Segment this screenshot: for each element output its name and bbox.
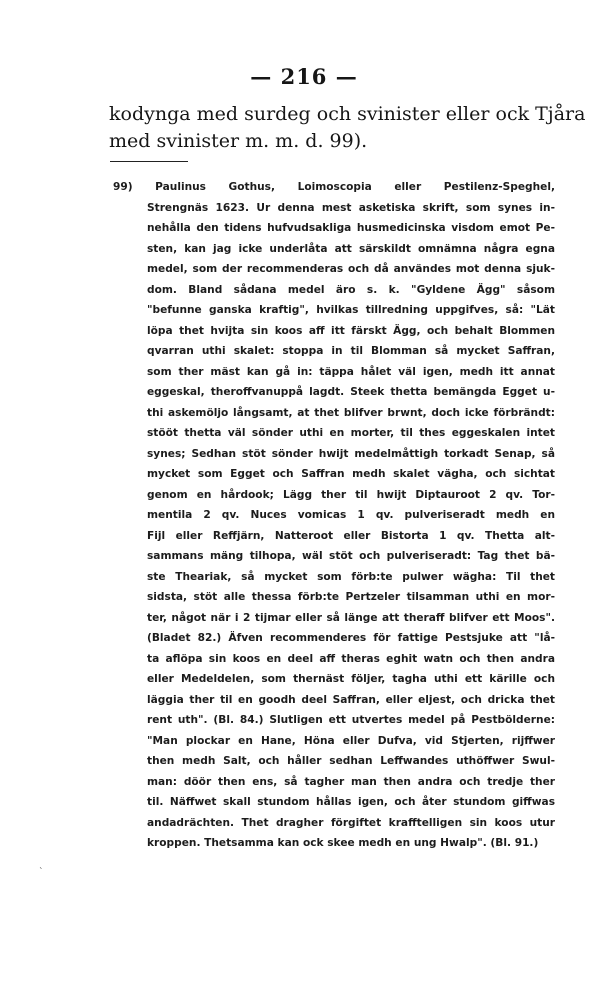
footnote-line: 99) Paulinus Gothus, Loimoscopia eller Pestilenz-Speghel,	[113, 181, 555, 193]
footnote-line: man: döör then ens, så tagher man then andra och tredje ther	[147, 775, 555, 788]
footnote-line: then medh Salt, och håller sedhan Leffwandes uthöffwer Swul-	[147, 755, 555, 767]
footnote-line: stööt thetta väl sönder uthi en morter, til thes eggeskalen intet	[147, 427, 555, 439]
footnote-line: (Bladet 82.) Äfven recommenderes för fattige Pestsjuke att "lå-	[147, 632, 555, 644]
footnote-line: läggia ther til en goodh deel Saffran, eller eljest, och dricka thet	[147, 693, 555, 706]
footnote-line: dom. Bland sådana medel äro s. k. "Gyldene Ägg" såsom	[147, 283, 555, 296]
footnote-line: kroppen. Thetsamma kan ock skee medh en ung Hwalp". (Bl. 91.)	[147, 837, 539, 849]
footnote-line: eggeskal, theroffvanuppå lagdt. Steek thetta bemängda Egget u-	[147, 386, 555, 398]
footnote-line: Strengnäs 1623. Ur denna mest asketiska skrift, som synes in-	[147, 201, 555, 214]
footnote-divider	[110, 161, 188, 162]
footnote-line: rent uth". (Bl. 84.) Slutligen ett utvertes medel på Pestbölderne:	[147, 714, 555, 726]
footnote-line: Fijl eller Reffjärn, Natteroot eller Bistorta 1 qv. Thetta alt-	[147, 529, 555, 542]
footnote-line: löpa thet hvijta sin koos aff itt färskt Ägg, och behalt Blommen	[147, 324, 555, 337]
footnote-line: "Man plockar en Hane, Höna eller Dufva, vid Stjerten, rijffwer	[147, 734, 555, 747]
footnote-line: ta aflöpa sin koos en deel aff theras eghit watn och then andra	[147, 652, 555, 665]
footnote-line: medel, som der recommenderas och då användes mot denna sjuk-	[147, 263, 555, 275]
footnote-line: "befunne ganska kraftig", hvilkas tillredning uppgifves, så: "Lät	[147, 304, 555, 316]
footnote-line: qvarran uthi skalet: stoppa in til Blomman så mycket Saffran,	[147, 345, 555, 357]
page-number: — 216 —	[250, 64, 358, 89]
footnote-line: thi askemöljo långsamt, at thet blifver brwnt, doch icke förbrändt:	[147, 406, 555, 419]
footnote-line: til. Näffwet skall stundom hållas igen, och åter stundom giffwas	[147, 796, 555, 808]
footnote-line: synes; Sedhan stöt sönder hwijt medelmåttigh torkadt Senap, så	[147, 447, 555, 460]
footnote-line: sidsta, stöt alle thessa förb:te Pertzeler tilsamman uthi en mor-	[147, 591, 555, 603]
main-text-line: med svinister m. m. d. 99).	[109, 130, 368, 152]
footnote-line: andadrächten. Thet dragher förgiftet krafftelligen sin koos utur	[147, 816, 555, 829]
footnote-line: sammans mäng tilhopa, wäl stöt och pulveriseradt: Tag thet bä-	[147, 550, 555, 562]
footnote-line: ter, något när i 2 tijmar eller så länge att theraff blifver ett Moos".	[147, 611, 555, 624]
stray-print-mark: `	[39, 868, 44, 878]
footnote-line: nehålla den tidens hufvudsakliga husmedicinska visdom emot Pe-	[147, 222, 555, 234]
footnote-line: genom en hårdook; Lägg ther til hwijt Diptauroot 2 qv. Tor-	[147, 488, 555, 501]
main-text-line: kodynga med surdeg och svinister eller ock Tjåra	[109, 103, 586, 125]
footnote-99	[113, 177, 555, 854]
footnote-line: mycket som Egget och Saffran medh skalet vägha, och sichtat	[147, 468, 555, 480]
footnote-line: sten, kan jag icke underlåta att särskildt omnämna några egna	[147, 242, 555, 255]
main-text	[109, 101, 586, 155]
footnote-line: ste Theariak, så mycket som förb:te pulwer wägha: Til thet	[147, 570, 555, 583]
footnote-line: mentila 2 qv. Nuces vomicas 1 qv. pulveriseradt medh en	[147, 509, 555, 521]
footnote-line: som ther mäst kan gå in: täppa hålet väl igen, medh itt annat	[147, 365, 555, 378]
footnote-line: eller Medeldelen, som thernäst följer, tagha uthi ett kärille och	[147, 673, 555, 685]
